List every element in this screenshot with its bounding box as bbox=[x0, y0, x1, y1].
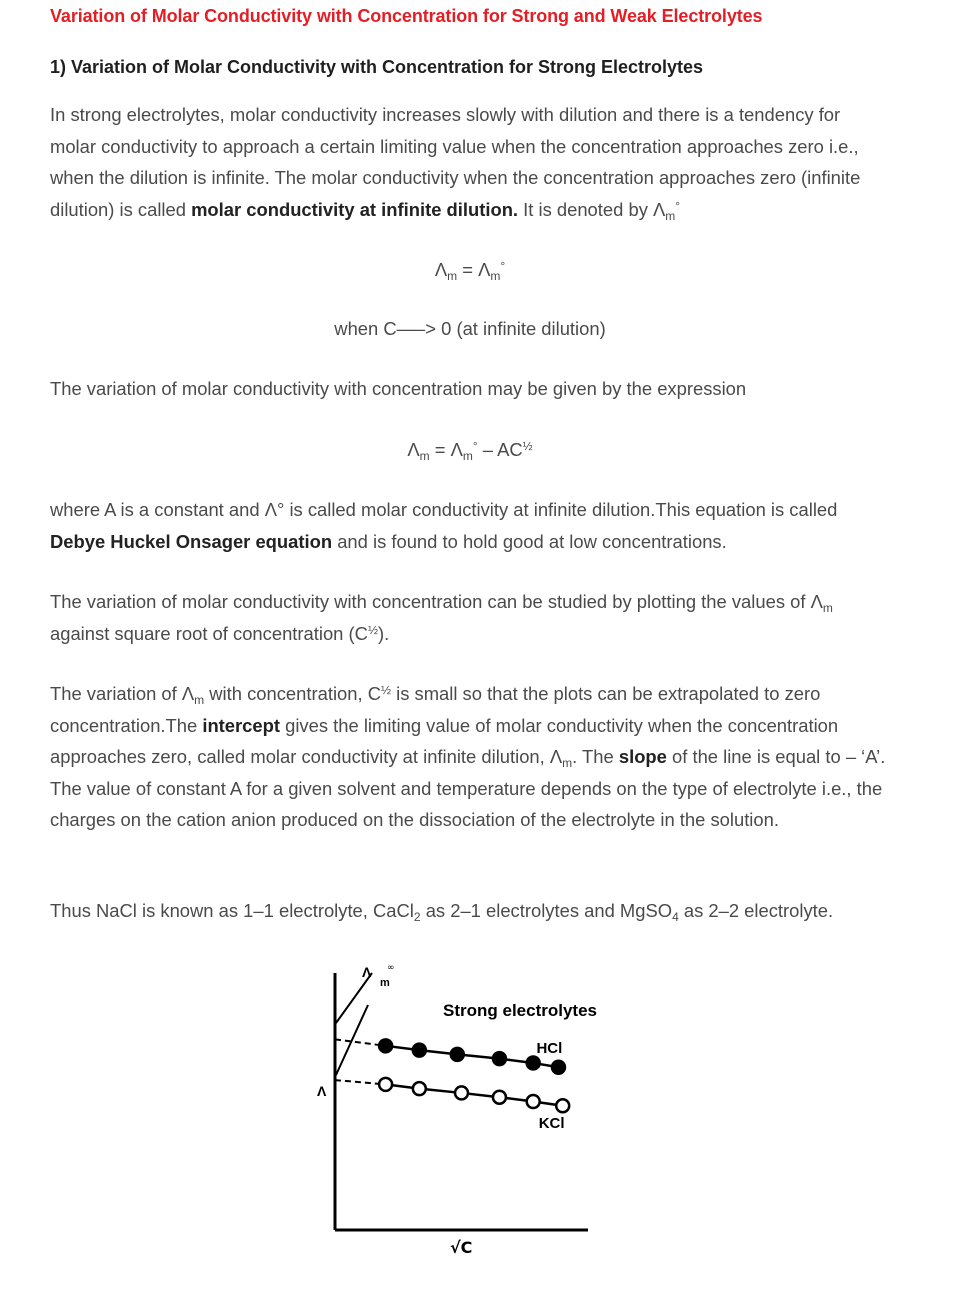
chart-title: Strong electrolytes bbox=[443, 1001, 597, 1020]
p5-a-sub: m bbox=[194, 693, 205, 707]
chart-svg bbox=[300, 955, 630, 1265]
eq1-rhs: = Λ bbox=[457, 259, 491, 280]
plotting-sub: m bbox=[822, 601, 833, 615]
p6-b: as 2–1 electrolytes and MgSO bbox=[420, 900, 673, 921]
paragraph-electrolyte-types bbox=[50, 895, 890, 927]
data-point-kcl bbox=[379, 1078, 392, 1091]
series-label-kcl: KCl bbox=[538, 1114, 565, 1132]
p6-b-sub: 4 bbox=[672, 910, 679, 924]
constant-bold-term: Debye Huckel Onsager equation bbox=[50, 530, 333, 552]
constant-tail: and is found to hold good at low concentrations. bbox=[332, 530, 727, 552]
data-point-hcl bbox=[379, 1039, 392, 1052]
paragraph-constant bbox=[50, 494, 890, 557]
eq1-lhs-sub: m bbox=[447, 269, 458, 283]
data-point-hcl bbox=[413, 1044, 426, 1057]
plotting-end: ). bbox=[377, 622, 390, 644]
paragraph-intro bbox=[50, 99, 890, 225]
plotting-tail: against square root of concentration (C bbox=[50, 622, 368, 644]
intro-bold-term: molar conductivity at infinite dilution. bbox=[191, 198, 519, 220]
intro-tail: It is denoted by Λ bbox=[518, 198, 666, 220]
chart-series-group bbox=[335, 1039, 569, 1131]
eq2-tail: – AC bbox=[477, 439, 523, 460]
eq1-rhs-sup: ° bbox=[500, 259, 506, 273]
eq2-lhs: Λ bbox=[407, 439, 420, 460]
strong-electrolytes-chart bbox=[300, 955, 630, 1265]
p5-f: of the line is equal to – ‘A’. The value of constant A for a given solvent and temperature depends on the type of electrolyte i.e., the charges on the cation anion produced on the dissociation of the electrolyte in the solution. bbox=[50, 746, 886, 830]
p5-d: gives the limiting value of molar conductivity when the concentration approaches zero, called molar conductivity at infinite dilution, Λ bbox=[50, 714, 839, 767]
paragraph-intercept-slope bbox=[50, 678, 890, 836]
p5-bold-slope: slope bbox=[618, 746, 667, 767]
data-point-kcl bbox=[527, 1095, 540, 1108]
p6-a-sub: 2 bbox=[413, 910, 421, 924]
x-axis-label: √C bbox=[450, 1238, 473, 1257]
eq2-rhs: = Λ bbox=[429, 439, 463, 460]
data-point-hcl bbox=[493, 1052, 506, 1065]
eq2-tail-sup: ½ bbox=[522, 439, 533, 453]
data-point-kcl bbox=[455, 1086, 468, 1099]
paragraph-plotting bbox=[50, 586, 890, 649]
section-heading-strong-electrolytes: 1) Variation of Molar Conductivity with Concentration for Strong Electrolytes bbox=[50, 57, 704, 77]
equation-debye-huckel bbox=[50, 435, 890, 465]
data-point-kcl bbox=[493, 1091, 506, 1104]
y-left-label: Λ bbox=[317, 1083, 327, 1099]
series-label-hcl: HCl bbox=[536, 1040, 563, 1058]
p5-a: The variation of Λ bbox=[50, 683, 195, 704]
eq1-lhs: Λ bbox=[434, 259, 448, 280]
intro-subscript: m bbox=[665, 208, 676, 223]
intro-superscript: ° bbox=[675, 198, 681, 213]
constant-text: where A is a constant and Λ° is called molar conductivity at infinite dilution.This equation is called bbox=[50, 499, 838, 520]
p5-b-sup: ½ bbox=[381, 683, 392, 697]
p5-d-sub: m bbox=[562, 756, 573, 770]
p5-c: is small so that the plots can be extrapolated to zero concentration.The bbox=[50, 683, 821, 736]
extrapolation-steep-line-hcl bbox=[336, 973, 372, 1023]
p6-a: Thus NaCl is known as 1–1 electrolyte, CaCl bbox=[50, 900, 414, 921]
equation-condition: when C—–> 0 (at infinite dilution) bbox=[334, 318, 606, 339]
data-point-hcl bbox=[451, 1048, 464, 1061]
data-point-hcl bbox=[552, 1061, 565, 1074]
y-axis-subscript: m bbox=[380, 977, 390, 989]
p6-c: as 2–2 electrolyte. bbox=[678, 900, 834, 921]
data-point-kcl bbox=[556, 1099, 569, 1112]
p5-e: . The bbox=[572, 746, 619, 767]
eq1-rhs-sub: m bbox=[490, 269, 501, 283]
intro-text: In strong electrolytes, molar conductivity increases slowly with dilution and there is a tendency for molar conductivity to approach a certain limiting value when the concentration approaches zero i.e., when the dilution is infinite. The molar conductivity when the concentration approaches zero (infinite dilution) is called bbox=[50, 104, 861, 220]
equation-limit bbox=[50, 255, 890, 285]
eq2-lhs-sub: m bbox=[419, 449, 430, 463]
p5-bold-intercept: intercept bbox=[202, 714, 280, 736]
plotting-sup: ½ bbox=[367, 622, 378, 637]
y-axis-superscript: ∞ bbox=[387, 963, 395, 973]
data-point-kcl bbox=[413, 1082, 426, 1095]
data-point-hcl bbox=[527, 1056, 540, 1069]
page-title: Variation of Molar Conductivity with Concentration for Strong and Weak Electrolytes bbox=[50, 6, 763, 26]
p5-b: with concentration, C bbox=[204, 683, 381, 704]
paragraph-expression-intro: The variation of molar conductivity with concentration may be given by the expression bbox=[50, 378, 747, 399]
eq2-rhs-sub: m bbox=[462, 449, 473, 463]
plotting-text: The variation of molar conductivity with concentration can be studied by plotting the values of Λ bbox=[50, 591, 823, 612]
y-axis-symbol: Λ bbox=[362, 964, 372, 980]
eq2-rhs-sup: ° bbox=[472, 439, 478, 453]
